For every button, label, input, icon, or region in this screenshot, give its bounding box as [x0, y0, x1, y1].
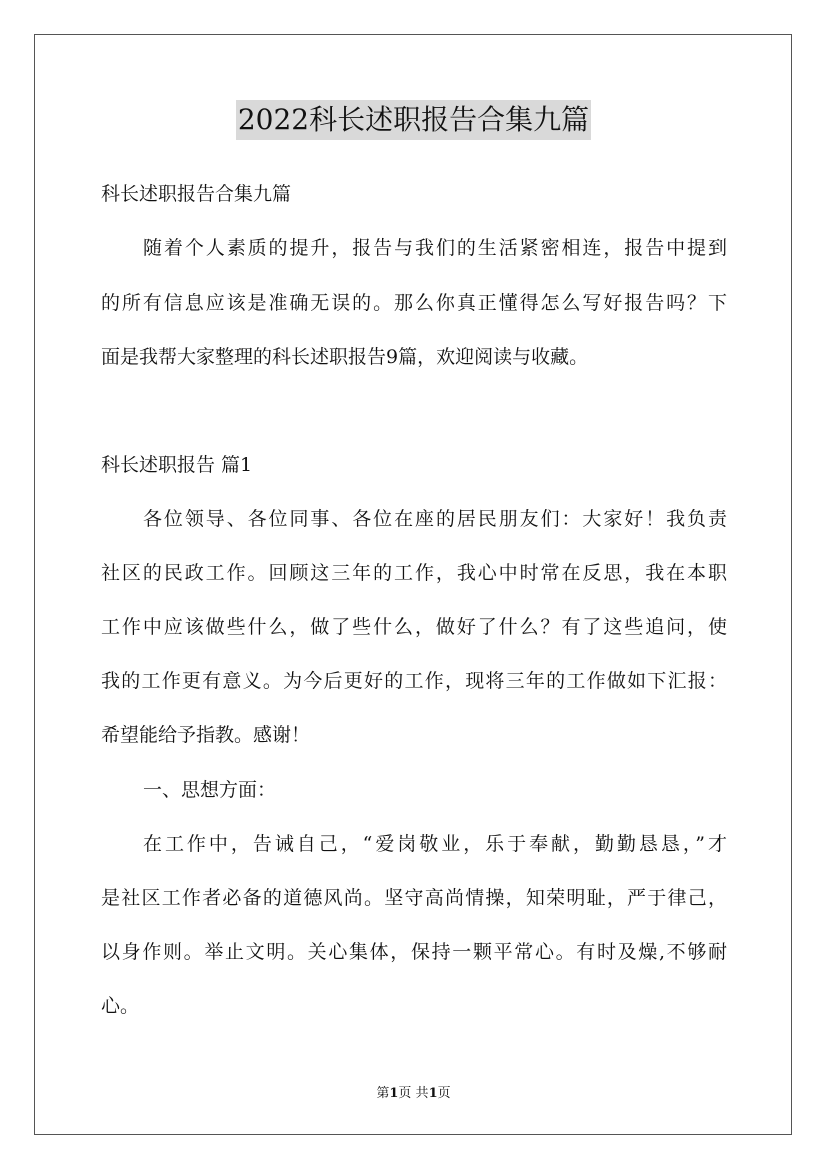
section1-line-4: 我的工作更有意义。为今后更好的工作，现将三年的工作做如下汇报：	[101, 670, 727, 692]
thought-line-2: 是社区工作者必备的道德风尚。坚守高尚情操，知荣明耻，严于律己，	[101, 887, 727, 909]
intro-line-2: 的所有信息应该是准确无误的。那么你真正懂得怎么写好报告吗？下	[101, 292, 727, 314]
section1-line-3: 工作中应该做些什么，做了些什么，做好了什么？有了这些追问，使	[101, 616, 727, 638]
document-title: 2022科长述职报告合集九篇	[236, 100, 591, 140]
thought-line-4: 心。	[101, 995, 140, 1017]
footer-suffix: 页	[437, 1086, 451, 1101]
section1-line-1: 各位领导、各位同事、各位在座的居民朋友们：大家好！我负责	[143, 508, 727, 530]
footer-page-current: 1	[389, 1086, 399, 1101]
section1-line-2: 社区的民政工作。回顾这三年的工作，我心中时常在反思，我在本职	[101, 562, 727, 584]
thought-line-1: 在工作中，告诫自己，“爱岗敬业，乐于奉献，勤勤恳恳，”才	[143, 833, 727, 855]
footer-mid: 页 共	[398, 1086, 429, 1101]
page-footer	[0, 1085, 827, 1103]
footer-page-total: 1	[428, 1086, 438, 1101]
section1-line-5: 希望能给予指教。感谢！	[101, 724, 311, 746]
section1-heading: 科长述职报告 篇1	[101, 454, 253, 476]
document-title-wrap	[0, 100, 827, 140]
intro-line-3: 面是我帮大家整理的科长述职报告9篇，欢迎阅读与收藏。	[101, 346, 589, 368]
subtitle: 科长述职报告合集九篇	[101, 183, 292, 205]
thought-heading: 一、思想方面：	[143, 779, 277, 801]
footer-prefix: 第	[376, 1086, 390, 1101]
intro-line-1: 随着个人素质的提升，报告与我们的生活紧密相连，报告中提到	[143, 237, 727, 259]
thought-line-3: 以身作则。举止文明。关心集体，保持一颗平常心。有时及燥,不够耐	[101, 941, 727, 963]
